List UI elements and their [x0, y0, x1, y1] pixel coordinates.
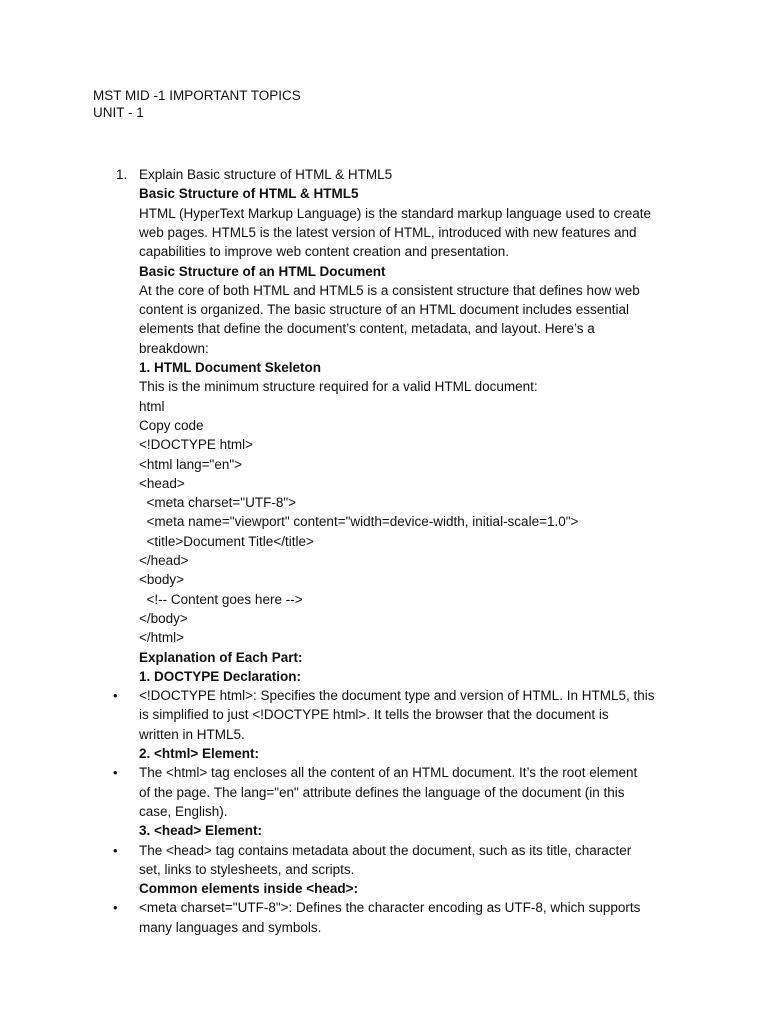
code-line: <title>Document Title</title> [139, 533, 314, 549]
bullet-text-line: <!DOCTYPE html>: Specifies the document type and version of HTML. In HTML5, this [139, 688, 655, 704]
bullet-marker: • [113, 842, 118, 858]
section-heading: Basic Structure of HTML & HTML5 [139, 186, 359, 202]
paragraph-line: elements that define the document’s content, metadata, and layout. Here’s a [139, 321, 595, 337]
paragraph-line: breakdown: [139, 340, 209, 356]
code-line: <meta name="viewport" content="width=device-width, initial-scale=1.0"> [139, 514, 579, 530]
bullet-marker: • [113, 688, 118, 704]
paragraph-line: web pages. HTML5 is the latest version of HTML, introduced with new features and [139, 224, 637, 240]
subsection-heading: Common elements inside <head>: [139, 881, 359, 897]
code-line: </html> [139, 630, 185, 646]
section-heading: Explanation of Each Part: [139, 649, 303, 665]
code-line: <!DOCTYPE html> [139, 437, 254, 453]
section-heading: 1. HTML Document Skeleton [139, 360, 322, 375]
question-text: Explain Basic structure of HTML & HTML5 [139, 167, 393, 182]
subsection-heading: 1. DOCTYPE Declaration: [139, 668, 302, 684]
bullet-text-line: many languages and symbols. [139, 919, 322, 935]
paragraph-line: HTML (HyperText Markup Language) is the standard markup language used to create [139, 205, 652, 221]
code-line: <meta charset="UTF-8"> [139, 495, 297, 511]
subsection-heading: 3. <head> Element: [139, 823, 263, 839]
code-line: <html lang="en"> [139, 456, 243, 472]
bullet-text-line: set, links to stylesheets, and scripts. [139, 861, 355, 877]
paragraph-line: This is the minimum structure required for a valid HTML document: [139, 379, 538, 395]
code-line: <body> [139, 572, 185, 588]
code-language-label: html [139, 398, 165, 414]
bullet-text-line: is simplified to just <!DOCTYPE html>. It tells the browser that the document is [139, 707, 609, 723]
bullet-text-line: The <head> tag contains metadata about the document, such as its title, character [139, 842, 632, 858]
section-heading: Basic Structure of an HTML Document [139, 263, 386, 279]
bullet-text-line: written in HTML5. [139, 726, 245, 742]
code-line: </body> [139, 610, 188, 626]
paragraph-line: capabilities to improve web content creation and presentation. [139, 244, 509, 260]
bullet-marker: • [113, 900, 118, 916]
paragraph-line: At the core of both HTML and HTML5 is a consistent structure that defines how web [139, 282, 640, 298]
paragraph-line: content is organized. The basic structure of an HTML document includes essential [139, 302, 630, 318]
subsection-heading: 2. <html> Element: [139, 746, 260, 761]
bullet-text-line: <meta charset="UTF-8">: Defines the character encoding as UTF-8, which supports [139, 900, 641, 916]
bullet-text-line: case, English). [139, 803, 228, 819]
bullet-text-line: of the page. The lang="en" attribute defines the language of the document (in this [139, 784, 625, 800]
copy-code-label: Copy code [139, 417, 204, 433]
question-number: 1. [116, 167, 128, 182]
unit-heading: UNIT - 1 [93, 105, 144, 120]
code-line: <head> [139, 475, 185, 491]
code-line: <!-- Content goes here --> [139, 591, 303, 607]
bullet-marker: • [113, 765, 118, 781]
document-title: MST MID -1 IMPORTANT TOPICS [93, 88, 301, 103]
code-line: </head> [139, 553, 189, 568]
bullet-text-line: The <html> tag encloses all the content of an HTML document. It’s the root element [139, 765, 638, 781]
